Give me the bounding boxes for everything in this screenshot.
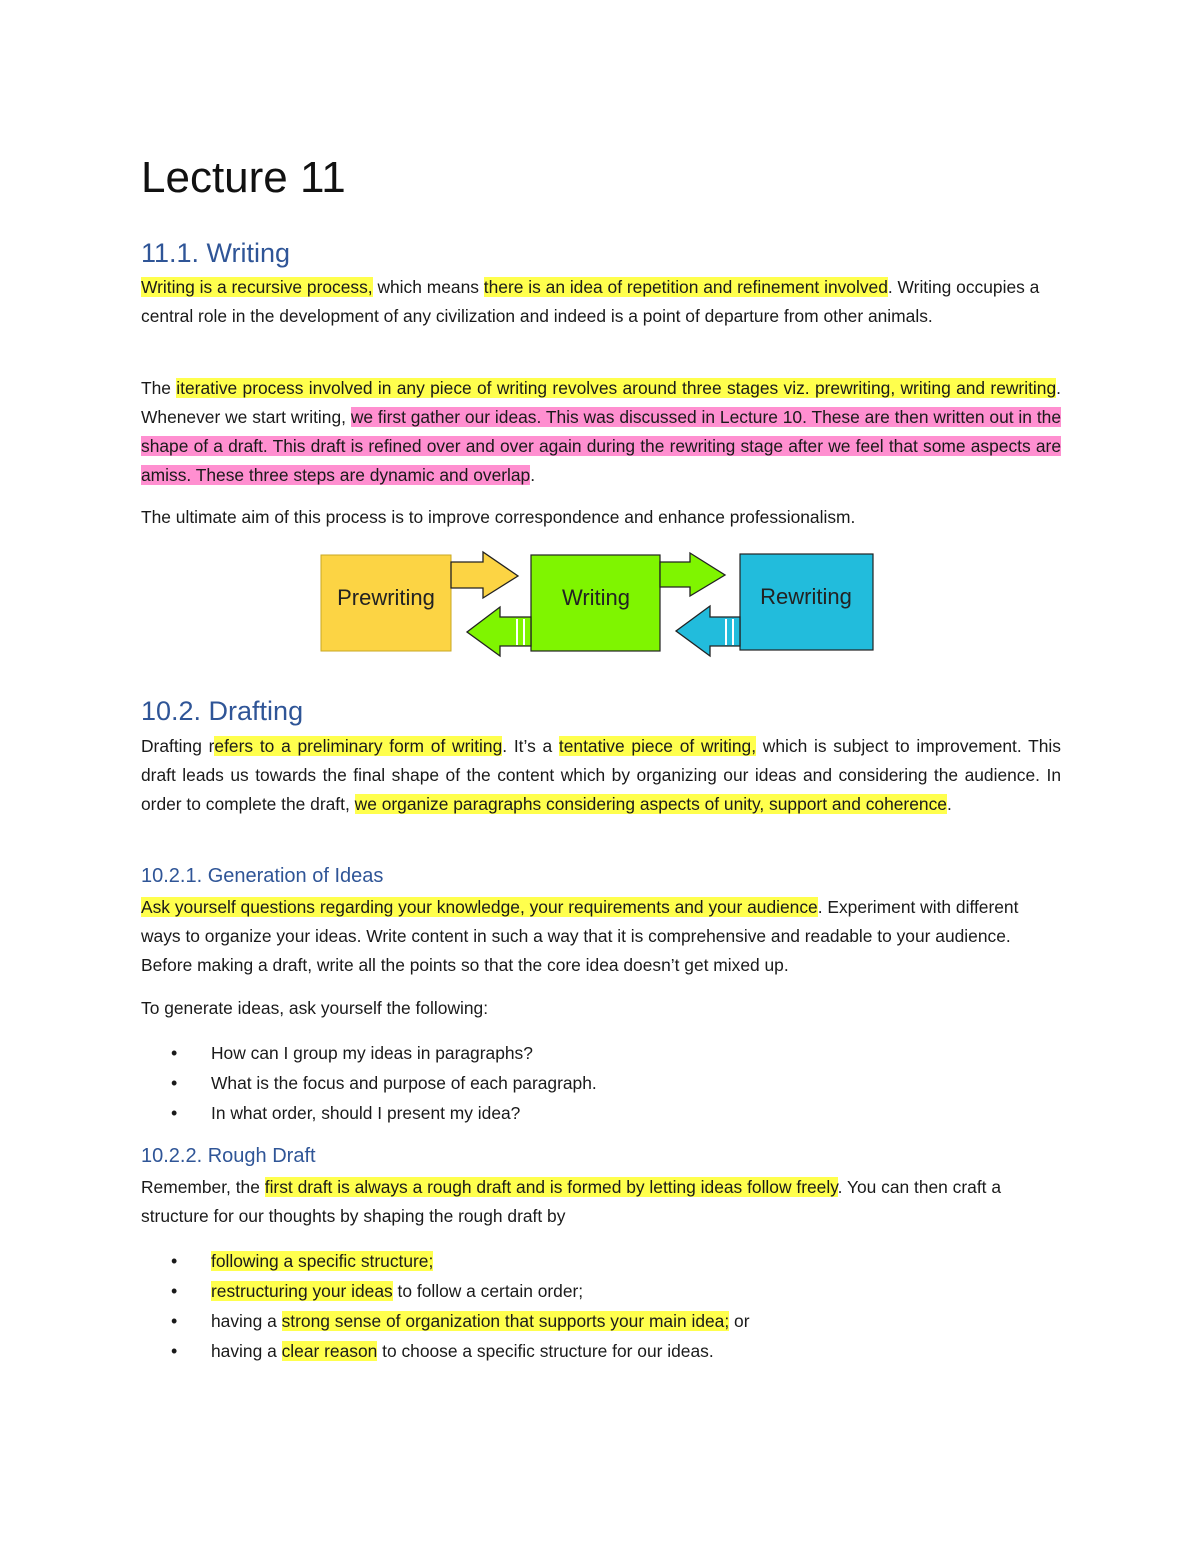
- text-run: In what order, should I present my idea?: [211, 1103, 521, 1123]
- text-run: To generate ideas, ask yourself the following:: [141, 998, 489, 1018]
- writing-label: Writing: [561, 585, 631, 610]
- prewriting-box: [321, 555, 451, 651]
- list-item: [141, 1276, 749, 1306]
- highlighted-text: following a specific structure;: [211, 1251, 434, 1271]
- highlighted-text: first draft is always a rough draft and is formed by letting ideas follow freely: [264, 1177, 838, 1197]
- text-run: Drafting r: [141, 736, 215, 756]
- text-run: Remember, the: [141, 1177, 265, 1197]
- highlighted-text: clear reason: [281, 1341, 378, 1361]
- arrow-right-icon: [660, 553, 725, 596]
- text-run: .: [946, 794, 952, 814]
- text-run: . You can then craft a structure for our thoughts by shaping the rough draft by: [141, 1177, 1002, 1226]
- list-item: [141, 1306, 749, 1336]
- text-run: . Experiment with different ways to organize your ideas. Write content in such a way that it is comprehensive and readable to your audience. Before making a draft, write all the points so that the core idea doesn’t get mixed up.: [141, 897, 1019, 975]
- highlighted-text: we first gather our ideas. This was discussed in Lecture 10. These are then written out in the shape of a draft. This draft is refined over and over again during the rewriting stage after we feel that some aspects are amiss. These three steps are dynamic and overlap: [141, 407, 1061, 485]
- writing-box: [531, 555, 660, 651]
- list-item: [141, 1068, 597, 1098]
- writing-process-diagram: [320, 550, 880, 660]
- highlighted-text: strong sense of organization that supports your main idea;: [281, 1311, 730, 1331]
- writing-paragraph-3: [141, 503, 1061, 532]
- rough-draft-list: [141, 1246, 749, 1366]
- subsection-heading-rough-draft: 10.2.2. Rough Draft: [141, 1145, 316, 1167]
- section-heading-writing: 11.1. Writing: [141, 238, 291, 268]
- list-item: [141, 1246, 749, 1276]
- text-run: . Whenever we start writing,: [141, 378, 1061, 427]
- arrow-right-icon: [451, 552, 518, 598]
- text-run: . Writing occupies a central role in the development of any civilization and indeed is a point of departure from other animals.: [141, 277, 1040, 326]
- rewriting-label: Rewriting: [760, 584, 852, 609]
- text-run: . It’s a: [502, 736, 559, 756]
- highlighted-text: there is an idea of repetition and refinement involved: [483, 277, 888, 297]
- arrow-left-icon: [676, 606, 740, 656]
- drafting-paragraph: [141, 732, 1061, 819]
- highlighted-text: restructuring your ideas: [211, 1281, 393, 1301]
- page-title: Lecture 11: [141, 153, 346, 202]
- highlighted-text: Writing is a recursive process,: [141, 277, 373, 297]
- writing-paragraph-2: [141, 374, 1061, 490]
- rewriting-box: [740, 554, 873, 650]
- text-run: which is subject to improvement. This draft leads us towards the final shape of the content which by organizing our ideas and considering the audience. In order to complete the draft,: [141, 736, 1061, 814]
- text-run: to follow a certain order;: [392, 1281, 584, 1301]
- list-item: [141, 1336, 749, 1366]
- text-run: How can I group my ideas in paragraphs?: [211, 1043, 533, 1063]
- highlighted-text: tentative piece of writing,: [558, 736, 757, 756]
- section-heading-drafting: 10.2. Drafting: [141, 696, 304, 726]
- highlighted-text: iterative process involved in any piece of writing revolves around three stages viz. prewriting, writing and rewriting: [176, 378, 1057, 398]
- text-run: What is the focus and purpose of each paragraph.: [211, 1073, 597, 1093]
- highlighted-text: Ask yourself questions regarding your knowledge, your requirements and your audience: [141, 897, 818, 917]
- highlighted-text: efers to a preliminary form of writing: [214, 736, 503, 756]
- generation-paragraph-1: [141, 893, 1061, 980]
- rough-draft-paragraph: [141, 1173, 1061, 1231]
- text-run: having a: [211, 1311, 282, 1331]
- highlighted-text: we organize paragraphs considering aspects of unity, support and coherence: [354, 794, 947, 814]
- text-run: having a: [211, 1341, 282, 1361]
- text-run: The: [141, 378, 177, 398]
- generation-paragraph-2: [141, 994, 1061, 1023]
- list-item: [141, 1038, 597, 1068]
- subsection-heading-generation-of-ideas: 10.2.1. Generation of Ideas: [141, 865, 384, 887]
- list-item: [141, 1098, 597, 1128]
- text-run: which means: [372, 277, 484, 297]
- writing-paragraph-1: [141, 273, 1061, 331]
- prewriting-label: Prewriting: [337, 585, 435, 610]
- text-run: to choose a specific structure for our ideas.: [377, 1341, 714, 1361]
- text-run: .: [530, 465, 536, 485]
- generation-question-list: [141, 1038, 597, 1128]
- arrow-left-icon: [467, 607, 531, 656]
- text-run: The ultimate aim of this process is to improve correspondence and enhance professionalism.: [141, 507, 856, 527]
- text-run: or: [729, 1311, 750, 1331]
